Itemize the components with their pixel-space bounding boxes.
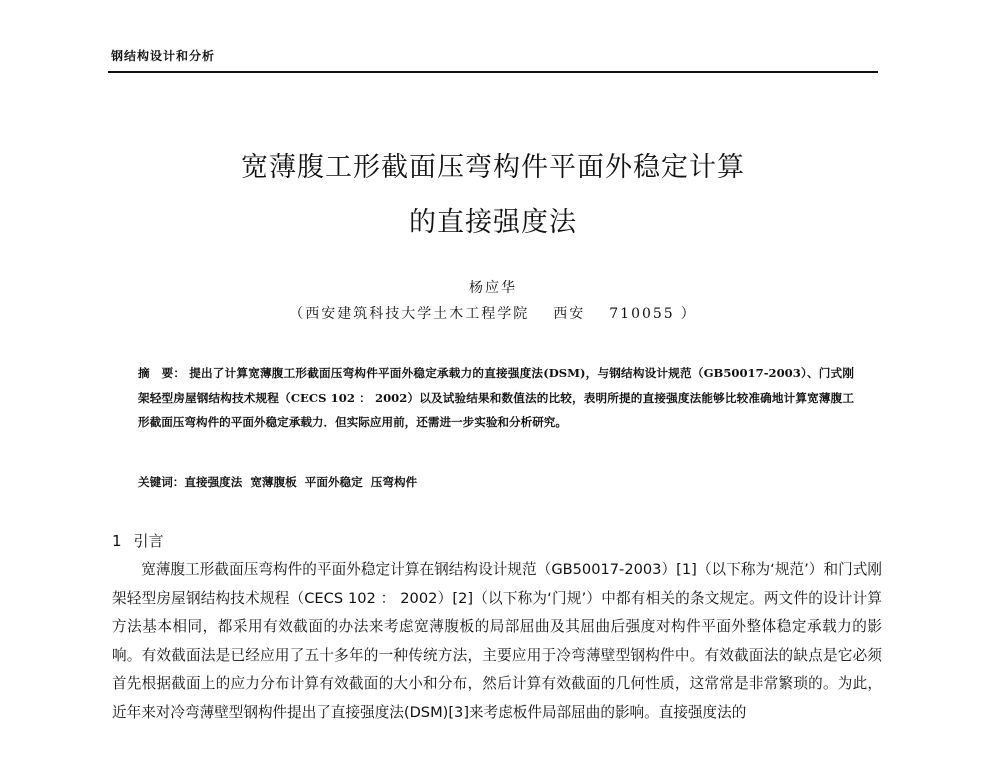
keyword-item: 平面外稳定	[304, 475, 363, 489]
affiliation-open-paren: （	[289, 306, 306, 322]
section-number: 1	[112, 532, 122, 550]
keywords-label: 关键词：	[138, 475, 185, 489]
affiliation-close-paren: ）	[680, 306, 697, 322]
paper-title-line-2: 的直接强度法	[409, 207, 577, 238]
keyword-item: 宽薄腹板	[250, 475, 297, 489]
affiliation-institution: 西安建筑科技大学土木工程学院	[305, 306, 530, 322]
keyword-item: 压弯构件	[370, 475, 418, 489]
section-heading-introduction	[112, 530, 164, 551]
abstract	[138, 361, 854, 435]
abstract-label: 摘 要：	[138, 366, 186, 380]
running-header: 钢结构设计和分析	[111, 49, 216, 63]
paper-title-line-1: 宽薄腹工形截面压弯构件平面外稳定计算	[241, 152, 745, 183]
section-title: 引言	[133, 532, 164, 550]
abstract-text: 提出了计算宽薄腹工形截面压弯构件平面外稳定承载力的直接强度法(DSM)，与钢结构设计规范（GB50017-2003）、门式刚架轻型房屋钢结构技术规程（CECS 102 ： 2002）以及试验结果和数值法的比较，表明所提的直接强度法能够比较准确地计算宽薄腹工形截面压弯构件的平面外稳定承载力．但实际应用前，还需进一步实验和分析研究。	[138, 366, 854, 429]
author-affiliation	[108, 303, 878, 323]
author-name: 杨应华	[469, 280, 517, 296]
introduction-paragraph: 宽薄腹工形截面压弯构件的平面外稳定计算在钢结构设计规范（GB50017-2003）[1]（以下称为‘规范’）和门式刚架轻型房屋钢结构技术规程（CECS 102 ： 2002）[2]（以下称为‘门规’）中都有相关的条文规定。两文件的设计计算方法基本相同，都采用有效截面的办法来考虑宽薄腹板的局部屈曲及其屈曲后强度对构件平面外整体稳定承载力的影响。有效截面法是已经应用了五十多年的一种传统方法，主要应用于冷弯薄壁型钢构件中。有效截面法的缺点是它必须首先根据截面上的应力分布计算有效截面的大小和分布，然后计算有效截面的几何性质，这常常是非常繁琐的。为此，近年来对冷弯薄壁型钢构件提出了直接强度法(DSM)[3]来考虑板件局部屈曲的影响。直接强度法的	[112, 561, 882, 721]
affiliation-city: 西安	[553, 306, 586, 322]
affiliation-postcode: 710055	[609, 306, 675, 322]
keyword-item: 直接强度法	[184, 475, 243, 489]
keywords	[138, 474, 854, 490]
header-rule	[108, 71, 878, 73]
